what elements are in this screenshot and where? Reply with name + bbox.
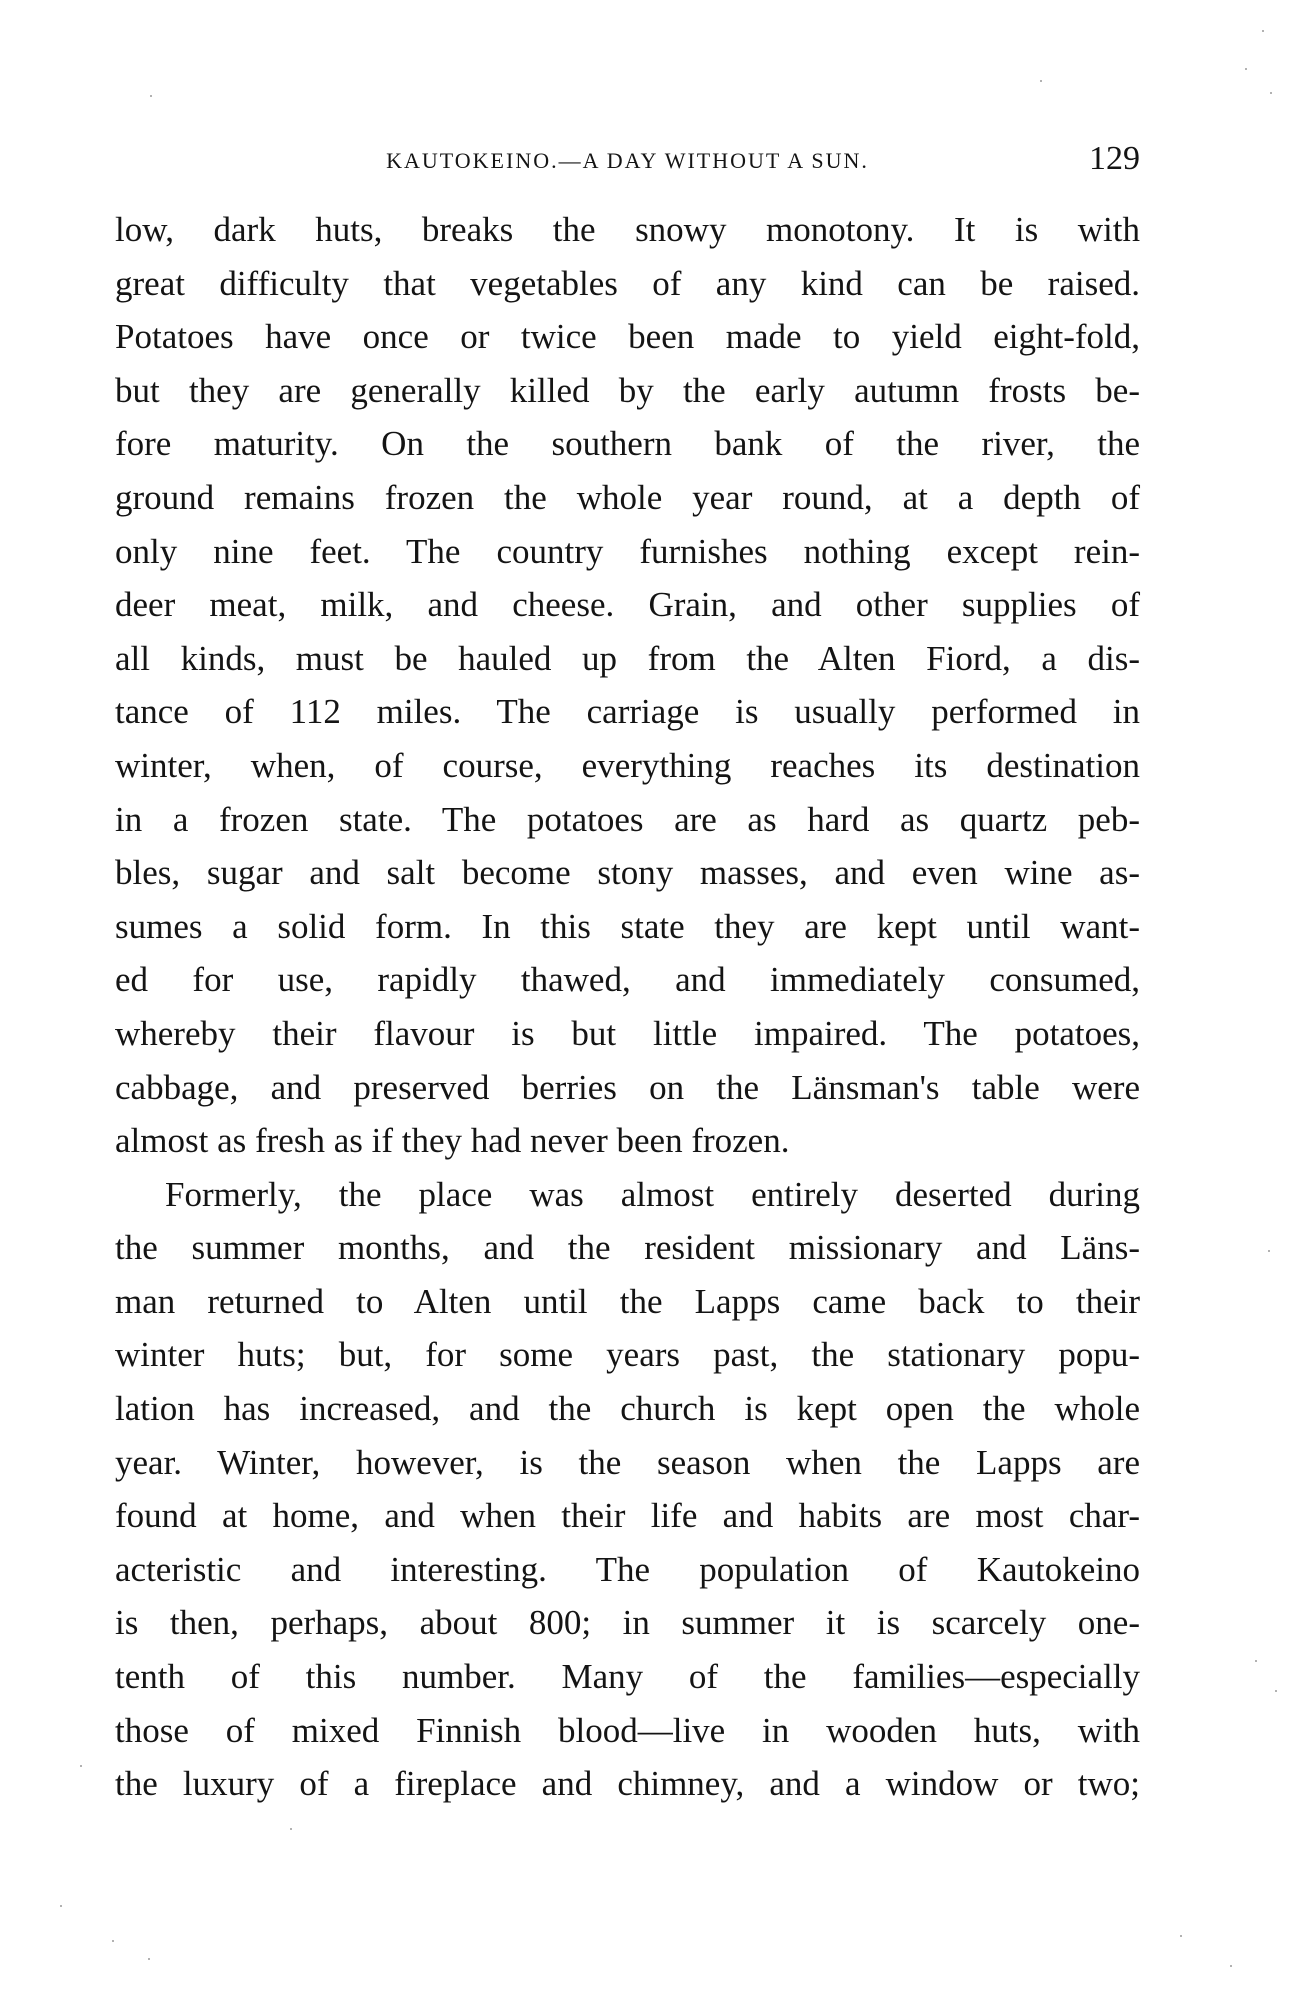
scan-speck [112,1940,114,1942]
paragraph-1 [115,203,1140,1168]
text-line: year. Winter, however, is the season when the Lapps are [115,1442,1140,1482]
text-line: ground remains frozen the whole year round, at a depth of [115,477,1140,517]
scan-speck [60,1905,62,1907]
text-line: whereby their flavour is but little impaired. The potatoes, [115,1013,1140,1053]
running-title: KAUTOKEINO.—A DAY WITHOUT A SUN. [386,148,869,173]
text-line: only nine feet. The country furnishes nothing except rein- [115,531,1140,571]
text-line: tance of 112 miles. The carriage is usually performed in [115,692,1140,732]
paragraph-2 [115,1168,1140,1811]
text-line: lation has increased, and the church is kept open the whole [115,1389,1140,1429]
scan-speck [1040,80,1042,82]
text-line: man returned to Alten until the Lapps came back to their [115,1281,1140,1321]
scan-speck [1245,68,1247,70]
text-line: sumes a solid form. In this state they are kept until want- [115,906,1140,946]
scan-speck [80,1765,82,1767]
text-line: fore maturity. On the southern bank of the river, the [115,424,1140,464]
text-line: cabbage, and preserved berries on the Länsman's table were [115,1067,1140,1107]
text-line: the summer months, and the resident missionary and Läns- [115,1228,1140,1268]
text-line: Potatoes have once or twice been made to yield eight-fold, [115,317,1140,357]
text-line: almost as fresh as if they had never been frozen. [115,1121,790,1161]
scan-speck [1262,30,1264,32]
scan-speck [150,95,152,97]
scan-speck [148,1958,150,1960]
scan-speck [1255,1660,1257,1662]
text-line: but they are generally killed by the early autumn frosts be- [115,370,1140,410]
text-line: those of mixed Finnish blood—live in wooden huts, with [115,1710,1140,1750]
text-line: all kinds, must be hauled up from the Alten Fiord, a dis- [115,638,1140,678]
scan-speck [1275,1690,1277,1692]
text-line: ed for use, rapidly thawed, and immediately consumed, [115,960,1140,1000]
text-line: in a frozen state. The potatoes are as hard as quartz peb- [115,799,1140,839]
page-number: 129 [1089,140,1140,177]
text-line: is then, perhaps, about 800; in summer it is scarcely one- [115,1603,1140,1643]
text-line: low, dark huts, breaks the snowy monotony. It is with [115,210,1140,249]
text-line: winter, when, of course, everything reaches its destination [115,745,1140,785]
text-line: found at home, and when their life and habits are most char- [115,1496,1140,1536]
scan-speck [1270,92,1272,94]
text-line: deer meat, milk, and cheese. Grain, and other supplies of [115,585,1140,625]
text-line: Formerly, the place was almost entirely deserted during [165,1174,1140,1214]
scan-speck [1230,1965,1232,1967]
body-text [115,203,1140,1811]
text-line: tenth of this number. Many of the families—especially [115,1657,1140,1697]
scan-speck [1268,1250,1270,1252]
text-line: winter huts; but, for some years past, the stationary popu- [115,1335,1140,1375]
scan-speck [1180,1935,1182,1937]
text-line: acteristic and interesting. The population of Kautokeino [115,1549,1140,1589]
running-head [115,140,1140,180]
text-line: the luxury of a fireplace and chimney, and a window or two; [115,1764,1140,1804]
scan-speck [290,1828,292,1830]
text-line: bles, sugar and salt become stony masses, and even wine as- [115,853,1140,893]
text-line: great difficulty that vegetables of any kind can be raised. [115,263,1140,303]
